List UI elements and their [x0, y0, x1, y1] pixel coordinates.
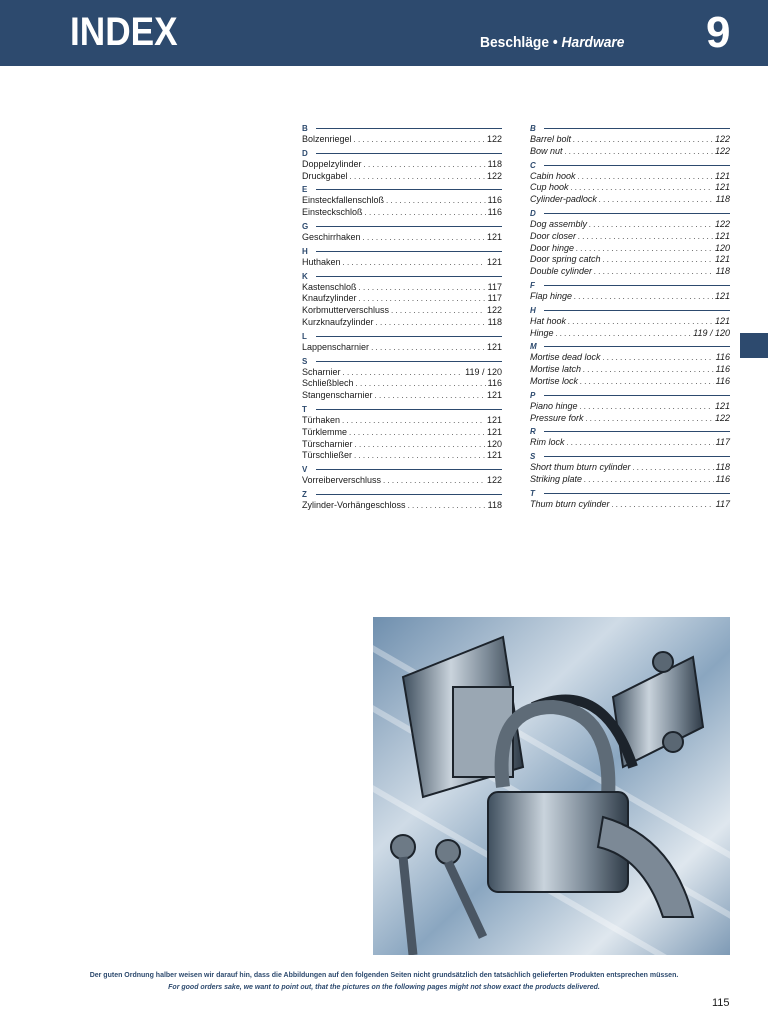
index-entry — [302, 390, 502, 402]
index-leader-dots — [365, 207, 486, 219]
index-leader-dots — [584, 474, 714, 486]
index-group — [302, 271, 502, 329]
index-entry-name: Türscharnier — [302, 438, 353, 449]
index-letter: M — [530, 342, 537, 352]
index-letter: T — [302, 404, 307, 414]
index-entry-page: 118 — [715, 462, 730, 473]
index-entry-page: 116 — [487, 378, 502, 389]
index-entry-page: 117 — [715, 437, 730, 448]
index-entry-name: Geschirrhaken — [302, 231, 361, 242]
index-letter: C — [530, 160, 536, 170]
index-entry-page: 119 / 120 — [465, 366, 502, 377]
index-entry — [530, 376, 730, 388]
index-entry — [302, 134, 502, 146]
index-leader-dots — [350, 171, 485, 183]
index-entry-name: Mortise latch — [530, 364, 582, 375]
index-letter: D — [302, 148, 308, 158]
index-entry — [302, 195, 502, 207]
index-entry-page: 117 — [715, 498, 730, 509]
index-leader-dots — [633, 462, 714, 474]
index-group — [530, 390, 730, 425]
index-entry — [530, 401, 730, 413]
index-entry-page: 118 — [487, 158, 502, 169]
index-leader-dots — [571, 182, 713, 194]
index-group — [530, 160, 730, 206]
index-entry-page: 116 — [487, 195, 502, 206]
index-entry-page: 121 — [486, 390, 502, 401]
index-divider — [316, 251, 502, 252]
index-leader-dots — [578, 231, 713, 243]
index-divider — [316, 494, 502, 495]
index-entry — [302, 159, 502, 171]
index-letter: T — [530, 488, 535, 498]
index-entry-page: 122 — [486, 134, 502, 144]
index-entry-page: 117 — [487, 281, 502, 292]
index-group — [302, 184, 502, 219]
index-entry — [530, 134, 730, 146]
index-letter-row — [530, 160, 730, 171]
index-entry-name: Türklemme — [302, 426, 348, 437]
index-letter-row — [530, 451, 730, 462]
index-group — [302, 148, 502, 183]
index-entry-page: 116 — [715, 375, 730, 386]
index-entry-name: Thum bturn cylinder — [530, 498, 610, 509]
index-entry — [302, 305, 502, 317]
index-entry-page: 122 — [714, 218, 730, 229]
index-leader-dots — [354, 450, 485, 462]
index-entry — [302, 415, 502, 427]
index-entry-name: Vorreiberverschluss — [302, 475, 382, 486]
index-divider — [544, 395, 730, 396]
index-entry-page: 122 — [486, 305, 502, 316]
index-entry-name: Druckgabel — [302, 170, 348, 181]
hardware-photo — [373, 617, 730, 955]
index-entry-name: Huthaken — [302, 256, 341, 267]
index-entry — [302, 427, 502, 439]
index-letter: E — [302, 185, 308, 195]
subtitle-separator: • — [549, 34, 562, 51]
index-leader-dots — [603, 352, 714, 364]
index-divider — [544, 310, 730, 311]
index-letter-row — [302, 356, 502, 367]
index-leader-dots — [349, 427, 485, 439]
index-entry-page: 121 — [714, 230, 730, 241]
index-divider — [544, 285, 730, 286]
index-entry-name: Lappenscharnier — [302, 341, 370, 352]
index-letter: S — [530, 452, 536, 462]
index-entry — [530, 352, 730, 364]
index-entry-page: 121 — [714, 254, 730, 265]
index-divider — [316, 226, 502, 227]
index-letter-row — [302, 404, 502, 415]
index-leader-dots — [573, 134, 713, 146]
index-leader-dots — [603, 254, 713, 266]
index-letter: R — [530, 427, 536, 437]
index-entry-page: 116 — [715, 352, 730, 363]
index-letter-row — [530, 426, 730, 437]
index-entry-page: 116 — [487, 207, 502, 218]
section-subtitle — [480, 34, 624, 51]
index-entry-name: Türschließer — [302, 450, 353, 461]
page-header — [0, 0, 768, 66]
index-group — [302, 489, 502, 512]
index-letter: G — [302, 221, 309, 231]
index-entry-page: 118 — [715, 194, 730, 205]
index-letter-row — [302, 464, 502, 475]
index-entry-page: 122 — [714, 134, 730, 144]
index-leader-dots — [383, 475, 485, 487]
index-entry — [302, 342, 502, 354]
index-entry-name: Mortise lock — [530, 375, 579, 386]
index-letter: H — [530, 305, 536, 315]
index-entry-page: 120 — [714, 242, 730, 253]
index-letter: Z — [302, 489, 307, 499]
index-group — [530, 451, 730, 486]
index-group — [530, 305, 730, 340]
index-letter-row — [530, 341, 730, 352]
index-leader-dots — [599, 194, 714, 206]
index-divider — [544, 213, 730, 214]
index-entry-page: 122 — [486, 170, 502, 181]
index-group — [302, 404, 502, 462]
index-letter-row — [302, 184, 502, 195]
index-entry-page: 121 — [714, 170, 730, 181]
index-entry — [530, 364, 730, 376]
index-entry-page: 121 — [486, 450, 502, 461]
index-entry-name: Kastenschloß — [302, 281, 357, 292]
subtitle-english: Hardware — [561, 34, 625, 51]
index-leader-dots — [343, 257, 485, 269]
index-entry-page: 121 — [714, 290, 730, 301]
index-entry-name: Dog assembly — [530, 218, 588, 229]
index-leader-dots — [375, 390, 485, 402]
index-leader-dots — [363, 232, 485, 244]
index-entry-name: Cylinder-padlock — [530, 194, 597, 205]
index-entry — [302, 450, 502, 462]
index-group — [302, 464, 502, 487]
index-leader-dots — [408, 500, 486, 512]
index-entry-name: Hat hook — [530, 315, 567, 326]
index-entry — [302, 439, 502, 451]
index-entry-name: Piano hinge — [530, 400, 578, 411]
index-entry-page: 122 — [486, 475, 502, 486]
index-leader-dots — [556, 328, 692, 340]
index-entry — [530, 243, 730, 255]
index-entry-name: Barrel bolt — [530, 134, 572, 144]
index-entry — [530, 254, 730, 266]
index-letter-row — [530, 208, 730, 219]
page-title: INDEX — [70, 10, 178, 54]
index-entry-name: Cup hook — [530, 182, 569, 193]
index-letter: L — [302, 331, 307, 341]
index-leader-dots — [589, 219, 713, 231]
index-letter-row — [302, 123, 502, 134]
index-divider — [544, 165, 730, 166]
index-leader-dots — [576, 243, 713, 255]
index-entry-name: Scharnier — [302, 366, 341, 377]
index-letter-row — [302, 331, 502, 342]
index-letter: H — [302, 246, 308, 256]
index-column-english — [530, 122, 730, 513]
index-entry — [302, 282, 502, 294]
index-letter-row — [302, 246, 502, 257]
index-letter-row — [530, 280, 730, 291]
index-letter: D — [530, 208, 536, 218]
index-leader-dots — [359, 282, 486, 294]
index-entry — [302, 500, 502, 512]
index-divider — [316, 128, 502, 129]
index-entry-page: 117 — [487, 293, 502, 304]
index-leader-dots — [343, 367, 464, 379]
index-entry — [530, 231, 730, 243]
index-entry-name: Türhaken — [302, 414, 341, 425]
index-entry-name: Door closer — [530, 230, 577, 241]
index-divider — [544, 493, 730, 494]
index-group — [530, 208, 730, 278]
index-entry — [302, 207, 502, 219]
index-leader-dots — [574, 291, 713, 303]
index-entry-name: Short thum bturn cylinder — [530, 462, 631, 473]
index-group — [530, 426, 730, 449]
index-entry — [302, 232, 502, 244]
index-letter-row — [530, 390, 730, 401]
index-entry-name: Knaufzylinder — [302, 293, 357, 304]
index-entry-name: Bow nut — [530, 145, 563, 156]
index-entry-name: Hinge — [530, 327, 554, 338]
index-entry-page: 121 — [486, 341, 502, 352]
index-entry — [302, 257, 502, 269]
index-entry-page: 116 — [715, 473, 730, 484]
index-entry — [302, 367, 502, 379]
index-entry-page: 121 — [714, 315, 730, 326]
chapter-number: 9 — [706, 8, 731, 57]
index-entry-name: Einsteckfallenschloß — [302, 195, 385, 206]
index-group — [302, 246, 502, 269]
index-leader-dots — [359, 293, 486, 305]
index-entry — [302, 378, 502, 390]
index-entry-name: Stangenscharnier — [302, 390, 373, 401]
index-entry-name: Einsteckschloß — [302, 207, 363, 218]
index-leader-dots — [586, 413, 713, 425]
index-leader-dots — [354, 134, 485, 146]
index-leader-dots — [568, 316, 713, 328]
index-group — [530, 123, 730, 158]
index-divider — [316, 189, 502, 190]
index-divider — [544, 346, 730, 347]
index-leader-dots — [612, 499, 714, 511]
index-letter: B — [530, 124, 536, 133]
index-leader-dots — [355, 439, 485, 451]
index-divider — [316, 153, 502, 154]
index-entry-name: Schließblech — [302, 378, 354, 389]
index-entry — [530, 316, 730, 328]
index-divider — [316, 469, 502, 470]
index-entry-page: 121 — [486, 256, 502, 267]
index-entry-page: 118 — [715, 266, 730, 277]
index-letter: V — [302, 465, 308, 475]
index-group — [530, 488, 730, 511]
index-entry-page: 116 — [715, 364, 730, 375]
index-entry — [530, 328, 730, 340]
index-entry-name: Bolzenriegel — [302, 134, 352, 144]
index-group — [302, 123, 502, 146]
index-group — [530, 341, 730, 387]
index-letter-row — [302, 148, 502, 159]
index-entry-page: 120 — [486, 438, 502, 449]
index-letter-row — [530, 488, 730, 499]
index-entry — [530, 146, 730, 158]
index-divider — [544, 128, 730, 129]
index-entry-name: Pressure fork — [530, 412, 584, 423]
index-group — [530, 280, 730, 303]
index-entry-name: Door spring catch — [530, 254, 601, 265]
index-entry — [302, 317, 502, 329]
index-entry — [530, 474, 730, 486]
index-column-german — [302, 122, 502, 514]
index-entry-name: Mortise dead lock — [530, 352, 601, 363]
index-entry-name: Double cylinder — [530, 266, 593, 277]
index-leader-dots — [356, 378, 486, 390]
index-entry — [530, 171, 730, 183]
index-group — [302, 331, 502, 354]
index-divider — [316, 276, 502, 277]
index-letter: F — [530, 280, 535, 290]
index-entry — [530, 194, 730, 206]
index-leader-dots — [583, 364, 714, 376]
index-letter: B — [302, 124, 308, 133]
index-divider — [544, 456, 730, 457]
index-entry — [530, 219, 730, 231]
index-leader-dots — [578, 171, 713, 183]
index-entry-page: 121 — [714, 182, 730, 193]
index-entry — [302, 293, 502, 305]
index-leader-dots — [371, 342, 485, 354]
index-letter: S — [302, 356, 308, 366]
index-leader-dots — [580, 401, 713, 413]
index-divider — [316, 336, 502, 337]
index-letter-row — [530, 123, 730, 134]
index-divider — [316, 361, 502, 362]
index-entry-page: 122 — [714, 412, 730, 423]
index-entry-page: 121 — [714, 400, 730, 411]
index-entry-name: Doppelzylinder — [302, 158, 362, 169]
index-entry-name: Rim lock — [530, 437, 565, 448]
index-divider — [544, 431, 730, 432]
index-letter-row — [530, 305, 730, 316]
index-entry-name: Kurzknaufzylinder — [302, 316, 374, 327]
index-entry-name: Door hinge — [530, 242, 575, 253]
index-entry-page: 118 — [487, 499, 502, 510]
index-entry — [530, 462, 730, 474]
index-entry — [530, 413, 730, 425]
index-divider — [316, 409, 502, 410]
index-group — [302, 356, 502, 402]
index-entry — [530, 182, 730, 194]
index-leader-dots — [391, 305, 485, 317]
index-group — [302, 221, 502, 244]
subtitle-german: Beschläge — [480, 34, 550, 51]
index-entry-name: Cabin hook — [530, 170, 576, 181]
footer-note-german: Der guten Ordnung halber weisen wir darauf hin, dass die Abbildungen auf den folgenden Seiten nicht grundsätzlich den tatsächlich gelieferten Produkten entsprechen müssen. — [89, 972, 679, 979]
index-leader-dots — [580, 376, 714, 388]
index-entry — [530, 499, 730, 511]
footer-note-english: For good orders sake, we want to point out, that the pictures on the following pages might not show exact the products delivered. — [168, 984, 600, 991]
page-number: 115 — [712, 997, 730, 1009]
chapter-side-tab — [740, 333, 768, 358]
index-entry-page: 119 / 120 — [693, 327, 730, 338]
index-entry-name: Striking plate — [530, 473, 583, 484]
index-entry — [302, 171, 502, 183]
index-letter-row — [302, 271, 502, 282]
index-leader-dots — [565, 146, 713, 158]
index-entry — [530, 437, 730, 449]
index-entry — [530, 266, 730, 278]
index-letter: P — [530, 390, 536, 400]
index-entry — [530, 291, 730, 303]
index-leader-dots — [364, 159, 486, 171]
index-leader-dots — [342, 415, 485, 427]
index-entry-page: 121 — [486, 231, 502, 242]
index-letter-row — [302, 221, 502, 232]
index-leader-dots — [594, 266, 714, 278]
index-entry — [302, 475, 502, 487]
index-leader-dots — [386, 195, 486, 207]
index-letter-row — [302, 489, 502, 500]
index-entry-page: 118 — [487, 316, 502, 327]
index-leader-dots — [376, 317, 486, 329]
index-entry-name: Korbmutterverschluss — [302, 305, 390, 316]
index-entry-name: Flap hinge — [530, 290, 573, 301]
index-entry-page: 122 — [714, 145, 730, 156]
index-entry-name: Zylinder-Vorhängeschloss — [302, 499, 406, 510]
index-leader-dots — [567, 437, 714, 449]
index-entry-page: 121 — [486, 426, 502, 437]
index-entry-page: 121 — [486, 414, 502, 425]
index-letter: K — [302, 271, 308, 281]
